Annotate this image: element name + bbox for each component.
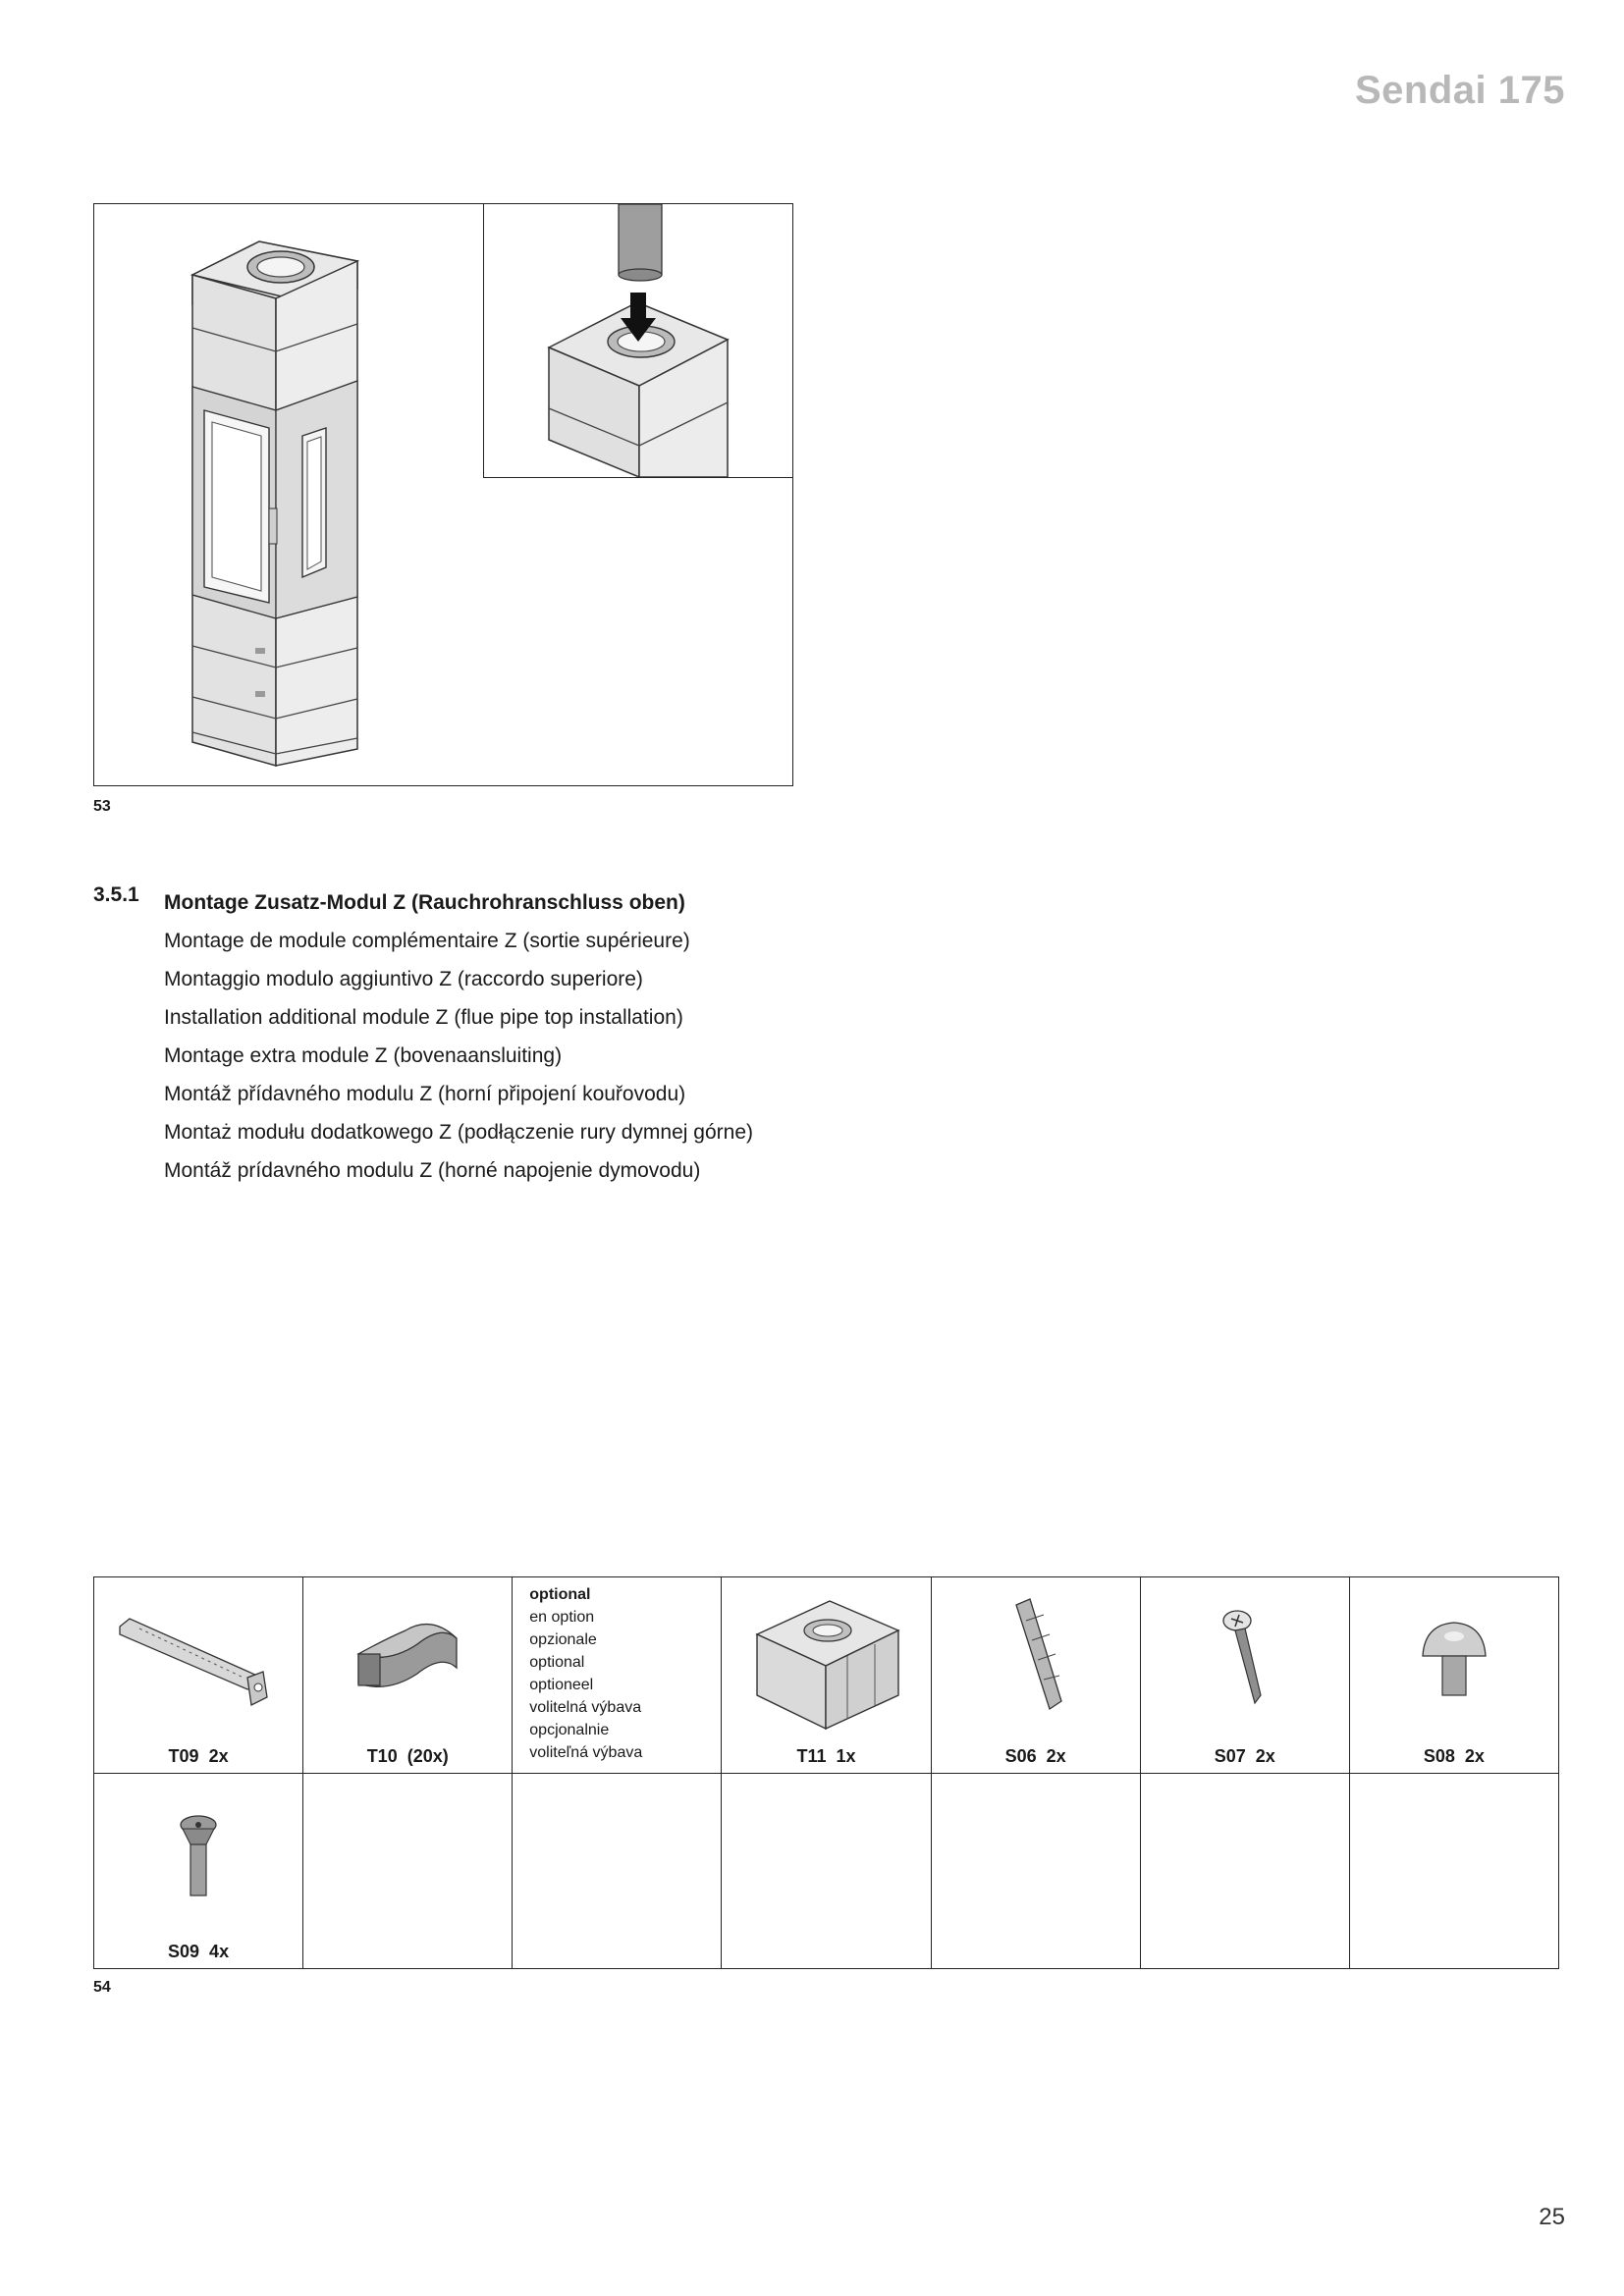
section-title-nl: Montage extra module Z (bovenaansluiting) [164, 1044, 563, 1067]
part-cell-empty [931, 1773, 1140, 1969]
section-title-en: Installation additional module Z (flue pipe top installation) [164, 1006, 683, 1029]
section-titles [164, 883, 969, 1190]
optional-it: opzionale [529, 1631, 597, 1648]
wall-plug-icon [987, 1585, 1085, 1723]
screw-icon [1196, 1585, 1294, 1723]
optional-fr: en option [529, 1609, 595, 1626]
figure-53-number: 53 [93, 798, 111, 815]
optional-de: optional [529, 1586, 591, 1603]
part-label-t10: T10 (20x) [366, 1745, 449, 1766]
section-title-sk: Montáž prídavného modulu Z (horné napojenie dymovodu) [164, 1159, 701, 1182]
part-cell-empty [722, 1773, 931, 1969]
optional-note [529, 1583, 642, 1764]
part-cell-s09 [94, 1773, 303, 1969]
section-title-cs: Montáž přídavného modulu Z (horní připojení kouřovodu) [164, 1083, 686, 1105]
parts-row [94, 1773, 1559, 1969]
parts-table [93, 1576, 1559, 1969]
spacer-block-icon [329, 1585, 486, 1723]
section-title-pl: Montaż modułu dodatkowego Z (podłączenie rury dymnej górne) [164, 1121, 753, 1144]
countersunk-bolt-icon [149, 1782, 247, 1919]
part-label-t09: T09 2x [168, 1745, 229, 1766]
optional-pl: opcjonalnie [529, 1722, 610, 1738]
figure-54-number: 54 [93, 1979, 111, 1996]
figure-53-stove-assembly [93, 203, 793, 786]
optional-cs: volitelná výbava [529, 1699, 642, 1716]
mushroom-head-bolt-icon [1405, 1585, 1503, 1723]
part-cell-s07 [1140, 1577, 1349, 1774]
section-number: 3.5.1 [93, 883, 139, 906]
parts-row [94, 1577, 1559, 1774]
section-title-de: Montage Zusatz-Modul Z (Rauchrohranschluss oben) [164, 891, 685, 914]
module-block-icon [737, 1585, 914, 1733]
part-label-s06: S06 2x [1004, 1745, 1066, 1766]
part-cell-s08 [1349, 1577, 1558, 1774]
optional-en: optional [529, 1654, 585, 1671]
page-number: 25 [1539, 2204, 1565, 2230]
part-cell-t10 [303, 1577, 513, 1774]
part-label-s07: S07 2x [1214, 1745, 1275, 1766]
part-cell-s06 [931, 1577, 1140, 1774]
part-label-t11: T11 1x [796, 1745, 856, 1766]
section-title-it: Montaggio modulo aggiuntivo Z (raccordo superiore) [164, 968, 643, 990]
part-cell-t11 [722, 1577, 931, 1774]
section-title-fr: Montage de module complémentaire Z (sortie supérieure) [164, 930, 690, 952]
part-cell-t09 [94, 1577, 303, 1774]
optional-sk: voliteľná výbava [529, 1744, 643, 1761]
bracket-icon [110, 1585, 287, 1723]
part-label-s08: S08 2x [1423, 1745, 1485, 1766]
part-cell-optional [513, 1577, 722, 1774]
part-label-s09: S09 4x [168, 1942, 230, 1961]
part-cell-empty [1140, 1773, 1349, 1969]
flue-pipe-insertion-illustration [484, 204, 792, 477]
optional-nl: optioneel [529, 1677, 594, 1693]
document-title: Sendai 175 [1354, 69, 1565, 112]
part-cell-empty [1349, 1773, 1558, 1969]
part-cell-empty [513, 1773, 722, 1969]
figure-53-detail-inset [483, 203, 793, 478]
part-cell-empty [303, 1773, 513, 1969]
